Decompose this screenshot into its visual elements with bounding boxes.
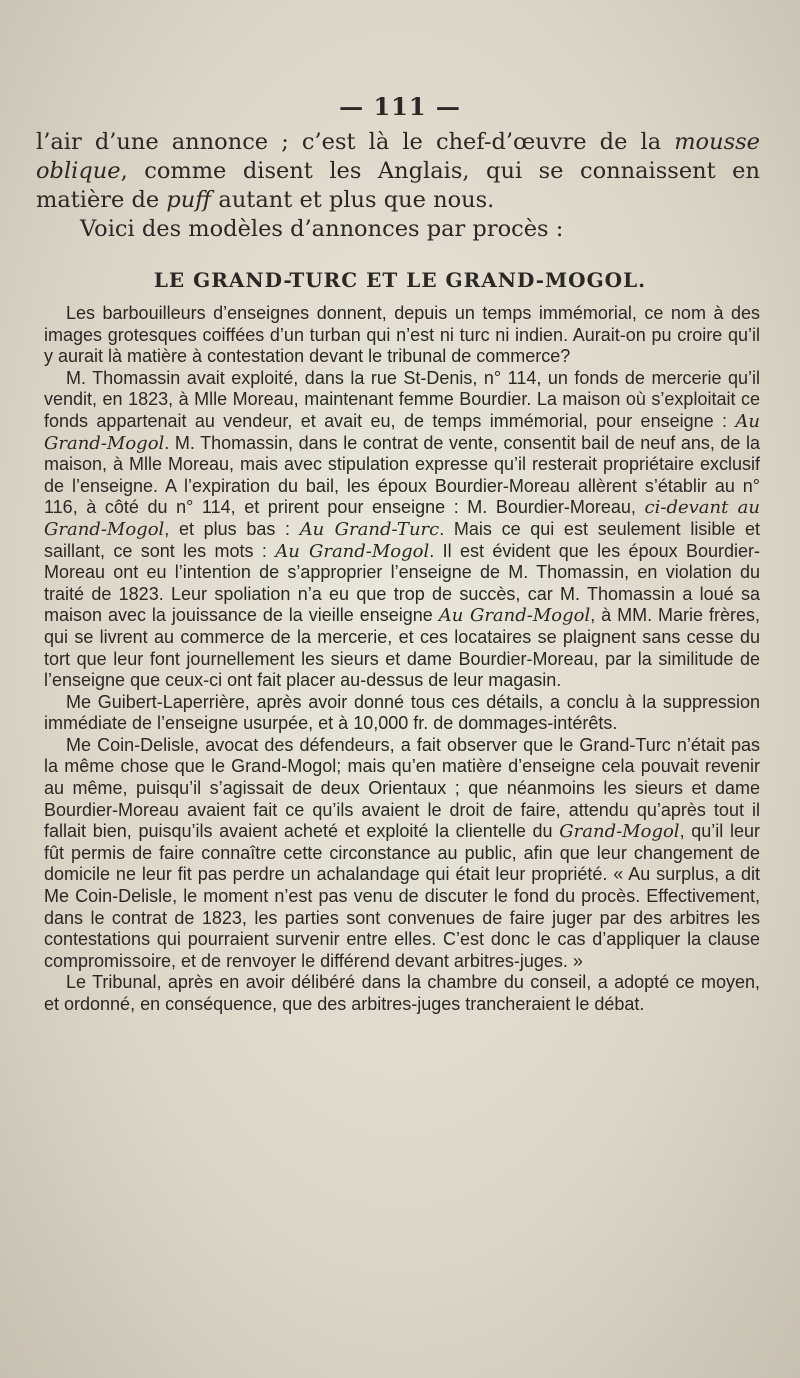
body-paragraph bbox=[44, 692, 760, 735]
italic-run: mousse oblique bbox=[36, 129, 760, 184]
article-body bbox=[44, 303, 760, 1016]
italic-run: ci-devant au Grand-Mogol bbox=[44, 497, 760, 540]
intro-paragraph bbox=[36, 128, 760, 215]
text-run: . Il est évident que les époux Bourdier-Moreau ont eu l’intention de s’approprier l’enseigne de M. Thomassin, en violation du traité de 1823. Leur spoliation n’a eu que trop de succès, car M. Thomassin a loué sa maison avec la jouissance de la vieille enseigne bbox=[44, 540, 760, 626]
text-run: Les barbouilleurs d’enseignes donnent, depuis un temps immémorial, ce nom à des images grotesques coiffées d’un turban qui n’est ni turc ni indien. Aurait-on pu croire qu’il y aurait là matière à contestation devant le tribunal de commerce? bbox=[44, 303, 760, 367]
body-paragraph bbox=[44, 368, 760, 692]
body-paragraph bbox=[44, 735, 760, 973]
text-run: Le Tribunal, après en avoir délibéré dans la chambre du conseil, a adopté ce moyen, et ordonné, en conséquence, que des arbitres-juges trancheraient le débat. bbox=[44, 972, 760, 1014]
italic-run: Au Grand-Mogol bbox=[275, 540, 430, 562]
italic-run: Au Grand-Mogol bbox=[438, 605, 591, 627]
intro-text bbox=[36, 128, 760, 244]
text-run: Me Coin-Delisle, avocat des défendeurs, a fait observer que le Grand-Turc n’était pas la même chose que le Grand-Mogol; mais qu’en matière d’enseigne cela pouvait revenir au même, puisqu’il s’agissait de deux Orientaux ; que néanmoins les sieurs et dame Bourdier-Moreau avaient fait ce qu’ils avaient le droit de faire, attendu qu’après tout il fallait bien, puisqu’ils avaient acheté et exploité la clientelle du bbox=[44, 734, 760, 842]
text-run: . M. Thomassin, dans le contrat de vente, consentit bail de neuf ans, de la maison, à Mlle Moreau, mais avec stipulation expresse qu’il resterait propriétaire exclusif de l’enseigne. A l’expiration du bail, les époux Bourdier-Moreau allèrent s’établir au n° 116, à côté du n° 114, et prirent pour enseigne : M. Bourdier-Moreau, bbox=[44, 432, 760, 518]
italic-run: puff bbox=[166, 187, 212, 213]
text-run: Voici des modèles d’annonces par procès : bbox=[80, 216, 564, 242]
text-run: l’air d’une annonce ; c’est là le chef-d’œuvre de la bbox=[36, 129, 675, 155]
text-run: , et plus bas : bbox=[164, 518, 300, 539]
italic-run: Au Grand-Mogol bbox=[44, 410, 760, 454]
text-run: , qu’il leur fût permis de faire connaître cette circonstance au public, afin que leur changement de domicile ne leur fit pas perdre un achalandage qui était leur propriété. « Au surplus, a dit Me Coin-Delisle, le moment n’est pas venu de discuter le fond du procès. Effectivement, dans le contrat de 1823, les parties sont convenues de faire juger par des arbitres les contestations qui pourraient survenir entre elles. C’est donc le cas d’appliquer la clause compromissoire, et de renvoyer le différend devant arbitres-juges. » bbox=[44, 821, 760, 971]
intro-paragraph bbox=[36, 215, 760, 244]
text-run: , à MM. Marie frères, qui se livrent au commerce de la mercerie, et ces locataires se plaignent sans cesse du tort que leur font journellement les sieurs et dame Bourdier-Moreau, par la similitude de l’enseigne que ceux-ci ont fait placer au-dessus de leur magasin. bbox=[44, 605, 761, 691]
body-paragraph bbox=[44, 972, 760, 1015]
page-number: — 111 — bbox=[339, 92, 461, 121]
section-heading: LE GRAND-TURC ET LE GRAND-MOGOL. bbox=[153, 268, 647, 292]
text-run: Me Guibert-Laperrière, après avoir donné tous ces détails, a conclu à la suppression immédiate de l’enseigne usurpée, et à 10,000 fr. de dommages-intérêts. bbox=[44, 691, 760, 734]
text-run: M. Thomassin avait exploité, dans la rue St-Denis, n° 114, un fonds de mercerie qu’il vendit, en 1823, à Mlle Moreau, maintenant femme Bourdier. La maison où s’exploitait ce fonds appartenait au vendeur, et avait eu, de temps immémorial, pour enseigne : bbox=[44, 367, 760, 431]
italic-run: Au Grand-Turc bbox=[299, 518, 440, 540]
italic-run: Grand-Mogol bbox=[559, 821, 680, 843]
text-run: , comme disent les Anglais, qui se connaissent en matière de bbox=[36, 158, 760, 213]
text-run: autant et plus que nous. bbox=[211, 187, 495, 213]
text-run: . Mais ce qui est seulement lisible et saillant, ce sont les mots : bbox=[44, 518, 761, 561]
body-paragraph bbox=[44, 303, 760, 368]
